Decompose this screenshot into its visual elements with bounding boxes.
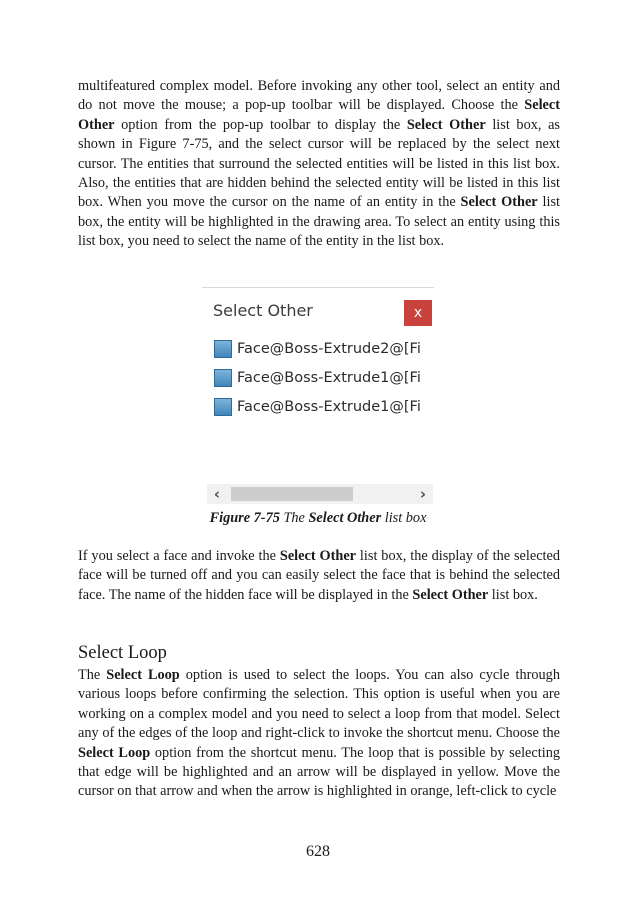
text-run: list box, the display of the selected face will be turned off and you can easily select the face that is behind the selected face. The name of the hidden face will be displayed in the xyxy=(78,548,560,603)
page-body-3 xyxy=(78,666,560,802)
text-run: list box. xyxy=(488,586,538,603)
text-run: option from the shortcut menu. The loop that is possible by selecting that edge will be highlighted and an arrow will be displayed in yellow. Move the cursor on that arrow and when the arrow is highlighted in orange, left-click to cycle xyxy=(78,744,560,800)
caption-bold: Select Other xyxy=(308,510,382,526)
bold-term: Select Loop xyxy=(106,667,180,683)
caption-post: list box xyxy=(381,510,427,526)
list-item[interactable] xyxy=(214,369,434,391)
scroll-left-icon[interactable]: ‹ xyxy=(213,485,221,503)
text-run: list box, the entity will be highlighted in the drawing area. To select an entity using this list box, you need to select the name of the entity in the list box. xyxy=(78,194,560,250)
list-box-title: Select Other xyxy=(213,301,313,320)
close-icon[interactable]: x xyxy=(404,300,432,326)
scroll-right-icon[interactable]: › xyxy=(419,485,427,503)
bold-term: Select Loop xyxy=(78,744,151,761)
select-other-list-box-figure xyxy=(202,287,434,507)
bold-term: Select Other xyxy=(279,548,357,564)
text-run: option is used to select the loops. You can also cycle through various loops before confirming the selection. This option is useful when you are working on a complex model and you need to select a loop from that model. Select any of the edges of the loop and right-click to invoke the shortcut menu. Choose the xyxy=(78,667,560,742)
bold-term: Select Other xyxy=(460,194,538,211)
face-icon xyxy=(214,340,232,358)
page-number: 628 xyxy=(306,843,330,860)
bold-term: Select Other xyxy=(78,97,560,133)
list-item[interactable] xyxy=(214,340,434,362)
bold-term: Select Other xyxy=(406,116,486,133)
bold-term: Select Other xyxy=(412,586,489,603)
text-run: list box, as shown in Figure 7-75, and the select cursor will be replaced by the select next cursor. The entities that surround the selected entities will be listed in this list box. Also, the entities that are hidden behind the selected entity will be listed in this list box. When you move the cursor on the name of an entity in the xyxy=(78,116,560,211)
text-run: option from the pop-up toolbar to display the xyxy=(114,116,407,133)
page-body xyxy=(78,77,560,252)
list-item-label: Face@Boss-Extrude1@[Fi xyxy=(237,370,421,386)
page-body-2 xyxy=(78,547,560,605)
horizontal-scrollbar[interactable] xyxy=(207,484,433,504)
paragraph-select-other-intro xyxy=(78,77,560,252)
text-run: The xyxy=(78,667,107,683)
paragraph-select-loop xyxy=(78,666,560,802)
caption-pre: The xyxy=(279,510,309,526)
face-icon xyxy=(214,398,232,416)
section-heading: Select Loop xyxy=(78,643,167,663)
text-run: If you select a face and invoke the xyxy=(78,548,280,564)
scroll-thumb[interactable] xyxy=(231,487,353,501)
list-item[interactable] xyxy=(214,398,434,420)
figure-caption xyxy=(0,510,636,527)
text-run: multifeatured complex model. Before invoking any other tool, select an entity and do not move the mouse; a pop-up toolbar will be displayed. Choose the xyxy=(78,78,560,114)
list-item-label: Face@Boss-Extrude2@[Fi xyxy=(237,341,421,357)
list-item-label: Face@Boss-Extrude1@[Fi xyxy=(237,399,421,415)
figure-number: Figure 7-75 xyxy=(209,510,280,526)
paragraph-hidden-face xyxy=(78,547,560,605)
face-icon xyxy=(214,369,232,387)
